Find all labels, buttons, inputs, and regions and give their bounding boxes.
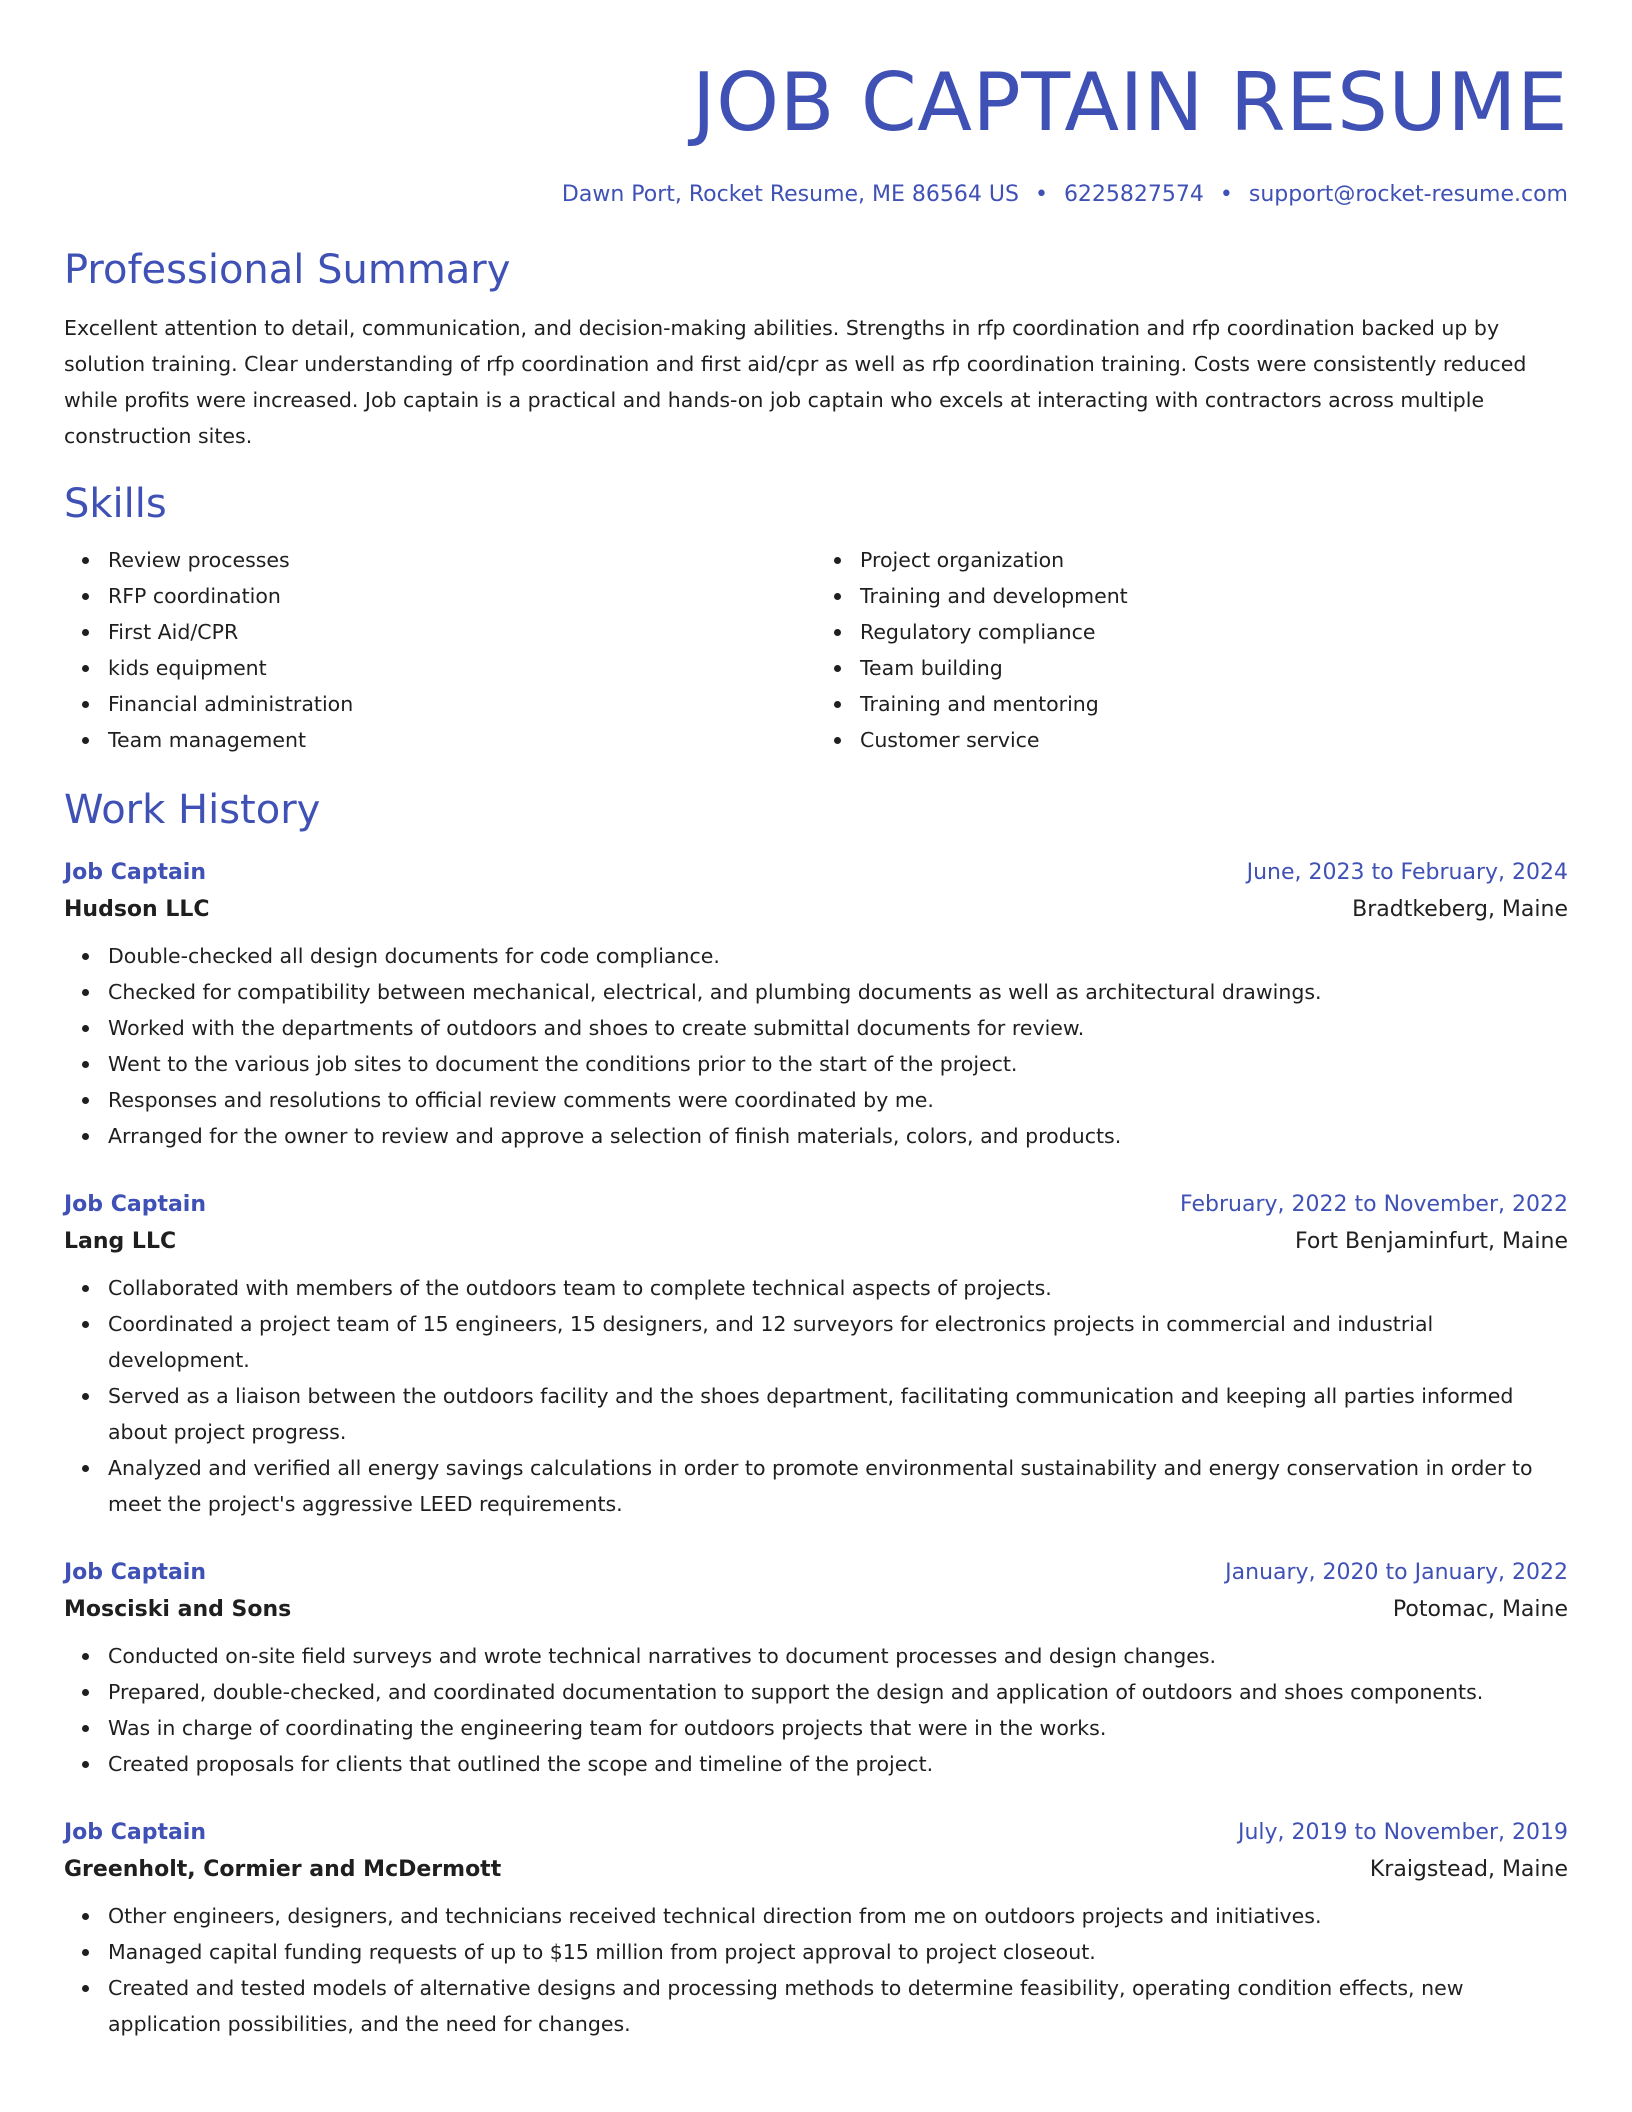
job-bullet: Managed capital funding requests of up to $15 million from project approval to project closeout. <box>108 1934 1568 1970</box>
job-bullet: Double-checked all design documents for code compliance. <box>108 938 1568 974</box>
job-company: Mosciski and Sons <box>64 1597 292 1622</box>
job-bullet: Prepared, double-checked, and coordinated documentation to support the design and application of outdoors and shoes components. <box>108 1674 1568 1710</box>
job-company: Greenholt, Cormier and McDermott <box>64 1857 502 1882</box>
job-bullet: Created and tested models of alternative designs and processing methods to determine feasibility, operating condition effects, new application possibilities, and the need for changes. <box>108 1970 1568 2042</box>
job-bullet-list <box>64 1638 1568 1782</box>
section-heading-work-history: Work History <box>64 787 321 833</box>
job-bullet-list <box>64 938 1568 1154</box>
resume-title: JOB CAPTAIN RESUME <box>692 56 1568 149</box>
job-company-row <box>64 890 1568 930</box>
job-bullet: Other engineers, designers, and technicians received technical direction from me on outdoors projects and initiatives. <box>108 1898 1568 1934</box>
skill-item: Financial administration <box>108 686 816 722</box>
job-bullet: Conducted on-site field surveys and wrote technical narratives to document processes and design changes. <box>108 1638 1568 1674</box>
job-bullet: Checked for compatibility between mechanical, electrical, and plumbing documents as well as architectural drawings. <box>108 974 1568 1010</box>
job-title: Job Captain <box>64 1560 207 1585</box>
contact-separator: • <box>1219 182 1233 207</box>
job-entry <box>64 1188 1568 1522</box>
job-dates: January, 2020 to January, 2022 <box>1225 1560 1568 1585</box>
job-dates: February, 2022 to November, 2022 <box>1180 1192 1568 1217</box>
skills-column-right <box>816 542 1568 758</box>
skill-item: Review processes <box>108 542 816 578</box>
section-heading-summary: Professional Summary <box>64 247 511 293</box>
job-location: Potomac, Maine <box>1392 1597 1568 1622</box>
job-bullet-list <box>64 1270 1568 1522</box>
job-company: Hudson LLC <box>64 897 210 922</box>
skill-item: kids equipment <box>108 650 816 686</box>
skill-item: Training and development <box>860 578 1568 614</box>
job-dates: June, 2023 to February, 2024 <box>1246 860 1568 885</box>
skills-column-left <box>64 542 816 758</box>
job-company-row <box>64 1222 1568 1262</box>
work-history-section <box>64 784 1568 2042</box>
job-title-row <box>64 1816 1568 1850</box>
job-bullet: Arranged for the owner to review and approve a selection of finish materials, colors, and products. <box>108 1118 1568 1154</box>
skill-item: Customer service <box>860 722 1568 758</box>
job-company-row <box>64 1590 1568 1630</box>
contact-email[interactable]: support@rocket-resume.com <box>1248 182 1568 207</box>
contact-separator: • <box>1034 182 1048 207</box>
skill-item: Team management <box>108 722 816 758</box>
professional-summary-section <box>64 244 1568 454</box>
job-bullet: Collaborated with members of the outdoors team to complete technical aspects of projects. <box>108 1270 1568 1306</box>
job-company-row <box>64 1850 1568 1890</box>
job-title: Job Captain <box>64 860 207 885</box>
job-title: Job Captain <box>64 1820 207 1845</box>
job-bullet: Responses and resolutions to official review comments were coordinated by me. <box>108 1082 1568 1118</box>
job-entry <box>64 1816 1568 2042</box>
job-bullet: Coordinated a project team of 15 engineers, 15 designers, and 12 surveyors for electronics projects in commercial and industrial development. <box>108 1306 1568 1378</box>
job-bullet: Worked with the departments of outdoors and shoes to create submittal documents for review. <box>108 1010 1568 1046</box>
skill-item: First Aid/CPR <box>108 614 816 650</box>
job-bullet: Created proposals for clients that outlined the scope and timeline of the project. <box>108 1746 1568 1782</box>
job-location: Kraigstead, Maine <box>1369 1857 1568 1882</box>
skill-item: RFP coordination <box>108 578 816 614</box>
job-bullet-list <box>64 1898 1568 2042</box>
job-title: Job Captain <box>64 1192 207 1217</box>
job-location: Bradtkeberg, Maine <box>1352 897 1568 922</box>
job-bullet: Served as a liaison between the outdoors facility and the shoes department, facilitating communication and keeping all parties informed about project progress. <box>108 1378 1568 1450</box>
skill-item: Regulatory compliance <box>860 614 1568 650</box>
job-bullet: Analyzed and verified all energy savings calculations in order to promote environmental sustainability and energy conservation in order to meet the project's aggressive LEED requirements. <box>108 1450 1568 1522</box>
job-title-row <box>64 1556 1568 1590</box>
skill-item: Team building <box>860 650 1568 686</box>
contact-phone: 6225827574 <box>1063 182 1204 207</box>
job-location: Fort Benjaminfurt, Maine <box>1294 1229 1568 1254</box>
contact-address: Dawn Port, Rocket Resume, ME 86564 US <box>561 182 1019 207</box>
job-title-row <box>64 1188 1568 1222</box>
job-entry <box>64 1556 1568 1782</box>
job-company: Lang LLC <box>64 1229 177 1254</box>
skills-grid <box>64 542 1568 758</box>
contact-line <box>64 180 1568 210</box>
skill-item: Project organization <box>860 542 1568 578</box>
skill-item: Training and mentoring <box>860 686 1568 722</box>
skills-section <box>64 478 1568 758</box>
job-dates: July, 2019 to November, 2019 <box>1237 1820 1568 1845</box>
job-entry <box>64 856 1568 1154</box>
resume-header <box>64 0 1568 210</box>
job-title-row <box>64 856 1568 890</box>
section-heading-skills: Skills <box>64 481 167 527</box>
summary-text: Excellent attention to detail, communication, and decision-making abilities. Strengths in rfp coordination and rfp coordination backed up by solution training. Clear understanding of rfp coordination and first aid/cpr as well as rfp coordination training. Costs were consistently reduced while profits were increased. Job captain is a practical and hands-on job captain who excels at interacting with contractors across multiple construction sites. <box>64 316 1527 448</box>
job-bullet: Was in charge of coordinating the engineering team for outdoors projects that were in the works. <box>108 1710 1568 1746</box>
resume-page <box>64 0 1568 2042</box>
job-bullet: Went to the various job sites to document the conditions prior to the start of the project. <box>108 1046 1568 1082</box>
